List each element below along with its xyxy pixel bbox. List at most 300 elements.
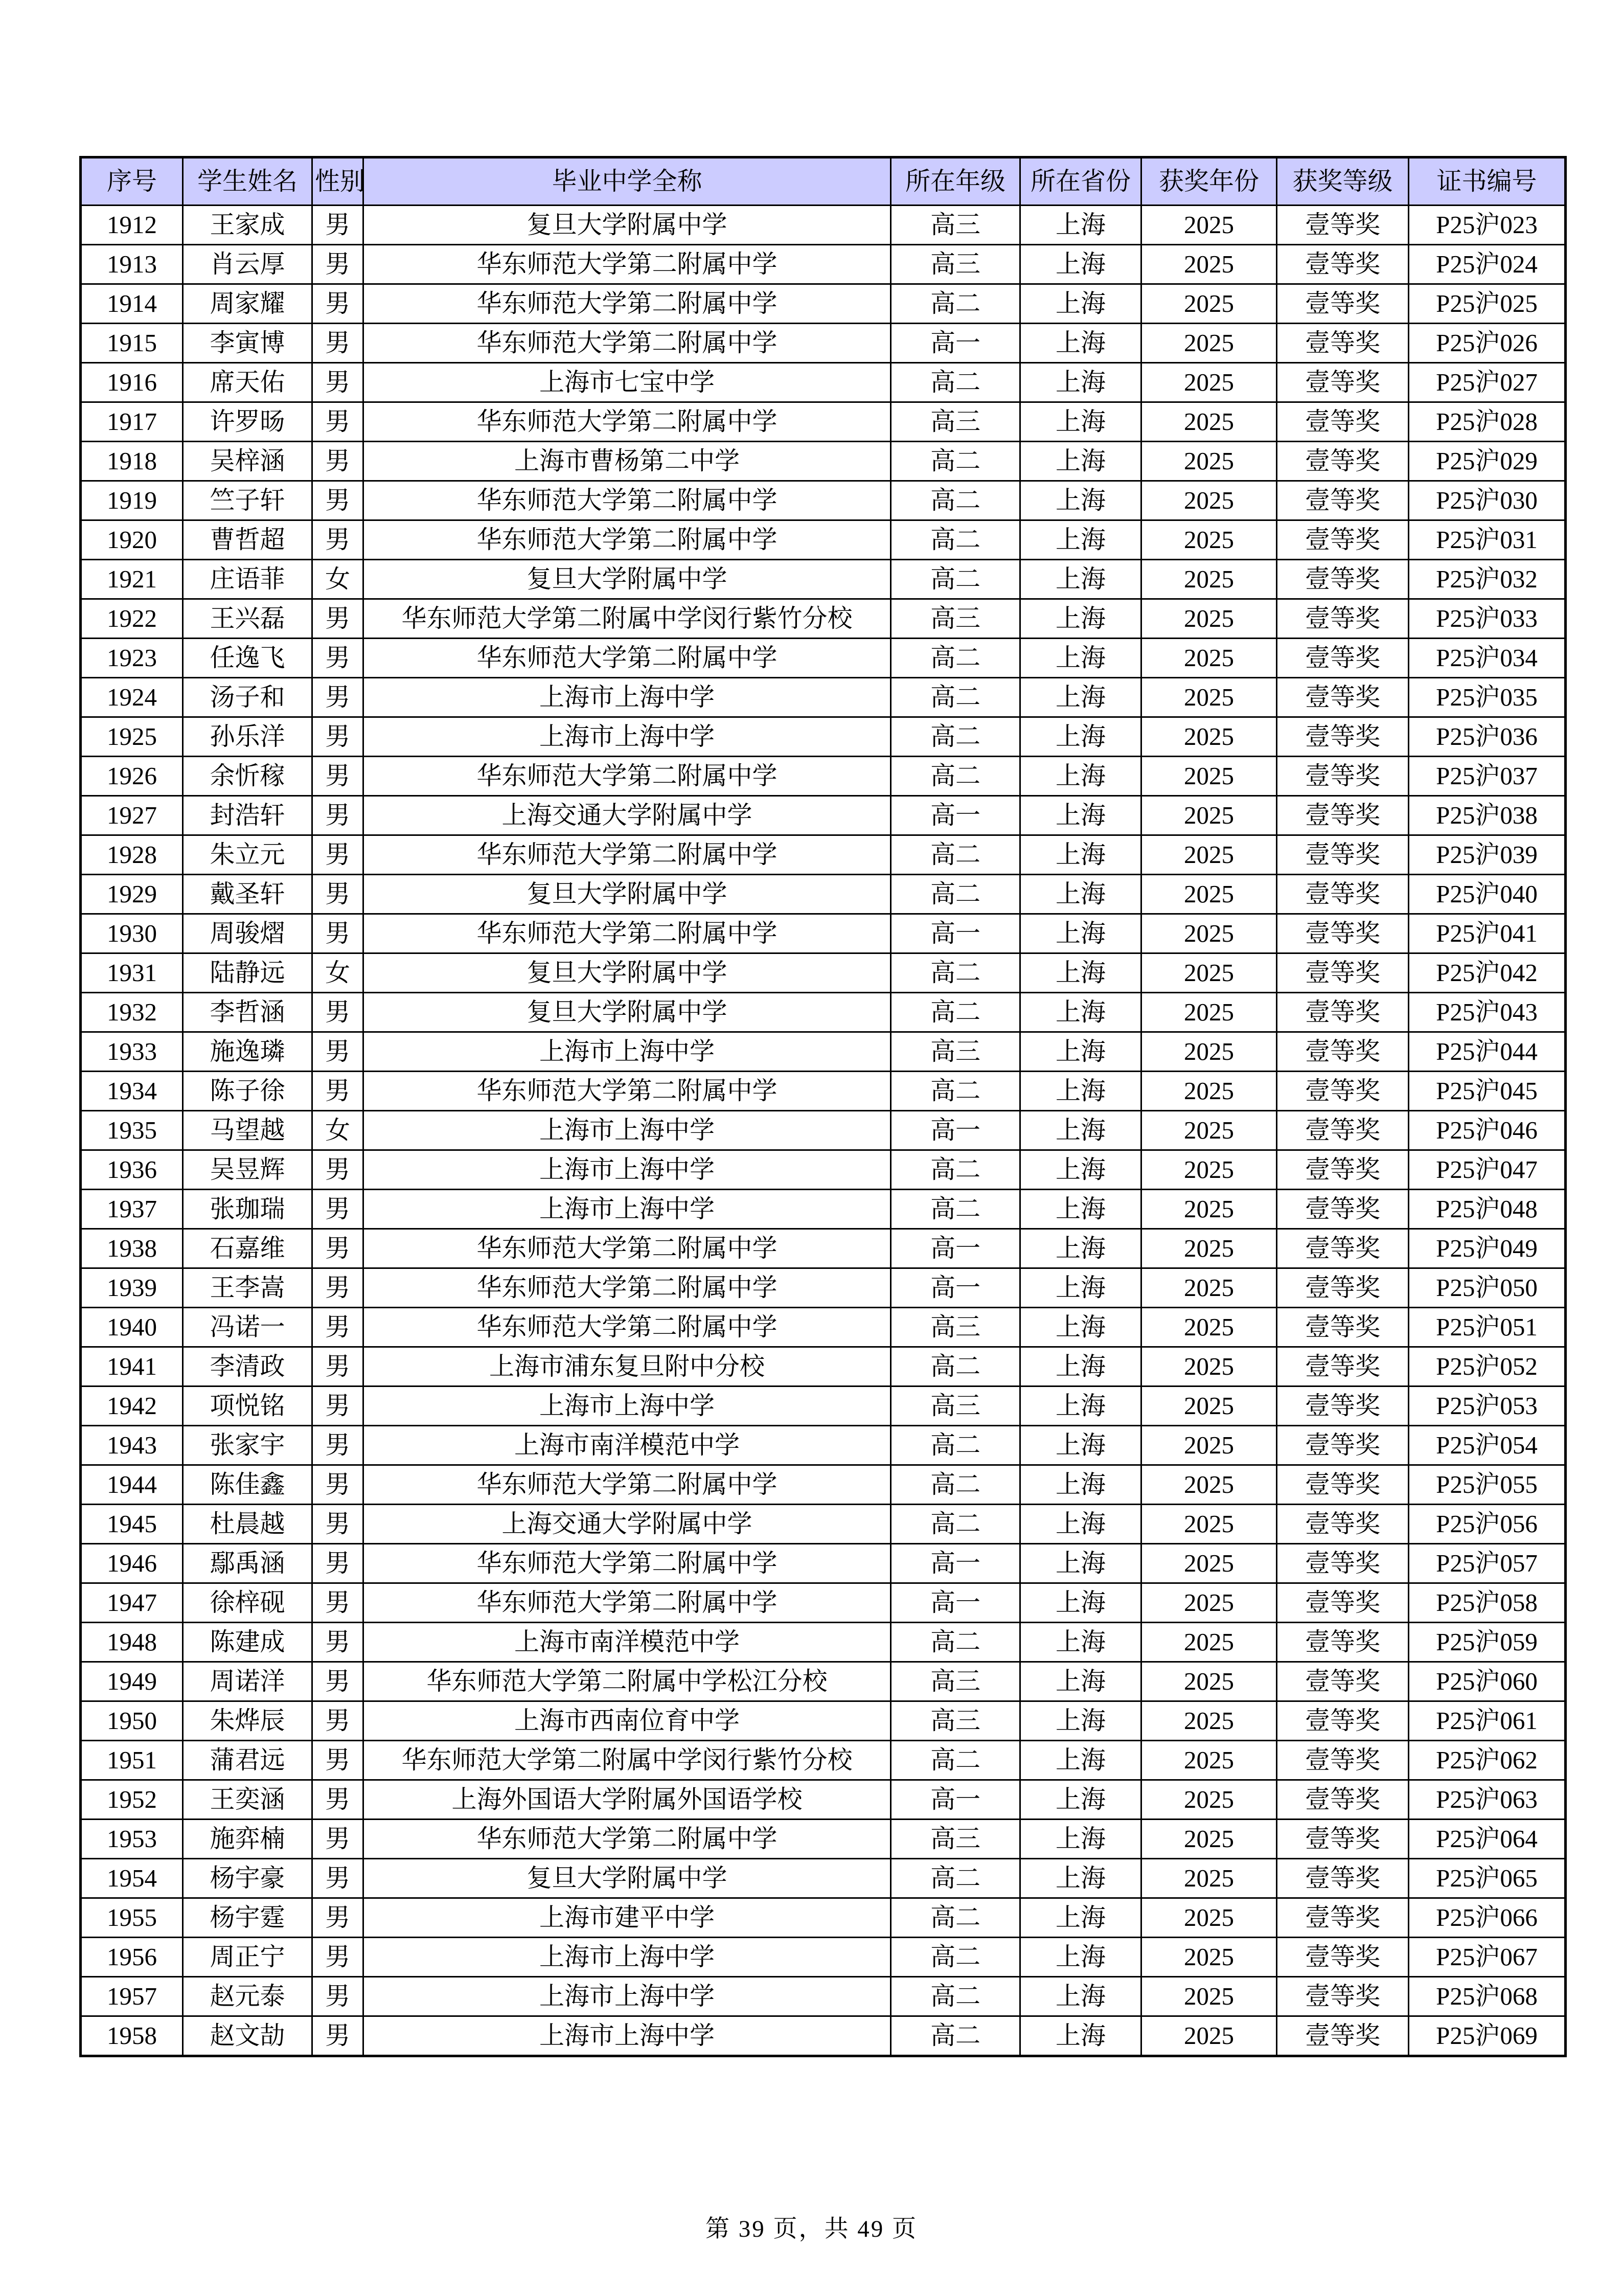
cell-award-year: 2025 xyxy=(1141,717,1277,757)
cell-gender: 男 xyxy=(312,1741,363,1780)
cell-province: 上海 xyxy=(1020,1701,1141,1741)
cell-grade: 高二 xyxy=(891,1898,1020,1938)
cell-grade: 高二 xyxy=(891,1072,1020,1111)
cell-gender: 男 xyxy=(312,875,363,914)
cell-award-level: 壹等奖 xyxy=(1277,1820,1409,1859)
table-header xyxy=(81,157,1566,206)
cell-grade: 高一 xyxy=(891,796,1020,835)
cell-award-year: 2025 xyxy=(1141,520,1277,560)
cell-award-level: 壹等奖 xyxy=(1277,206,1409,245)
cell-sequence: 1913 xyxy=(81,245,183,284)
cell-award-year: 2025 xyxy=(1141,678,1277,717)
cell-award-year: 2025 xyxy=(1141,1662,1277,1701)
cell-grade: 高二 xyxy=(891,639,1020,678)
cell-certificate-no: P25沪063 xyxy=(1409,1780,1566,1820)
cell-school: 复旦大学附属中学 xyxy=(363,953,891,993)
cell-grade: 高二 xyxy=(891,1938,1020,1977)
cell-school: 上海市上海中学 xyxy=(363,678,891,717)
cell-school: 上海市上海中学 xyxy=(363,1977,891,2016)
cell-sequence: 1924 xyxy=(81,678,183,717)
cell-grade: 高二 xyxy=(891,757,1020,796)
cell-grade: 高二 xyxy=(891,2016,1020,2056)
cell-award-level: 壹等奖 xyxy=(1277,1623,1409,1662)
table-row xyxy=(81,1111,1566,1150)
cell-province: 上海 xyxy=(1020,835,1141,875)
cell-award-year: 2025 xyxy=(1141,1544,1277,1583)
cell-province: 上海 xyxy=(1020,1465,1141,1505)
cell-gender: 女 xyxy=(312,1111,363,1150)
cell-student-name: 陈子徐 xyxy=(183,1072,312,1111)
cell-student-name: 封浩轩 xyxy=(183,796,312,835)
cell-sequence: 1950 xyxy=(81,1701,183,1741)
table-row xyxy=(81,520,1566,560)
cell-grade: 高一 xyxy=(891,1583,1020,1623)
cell-grade: 高二 xyxy=(891,520,1020,560)
cell-province: 上海 xyxy=(1020,520,1141,560)
cell-province: 上海 xyxy=(1020,1898,1141,1938)
cell-award-year: 2025 xyxy=(1141,1465,1277,1505)
cell-province: 上海 xyxy=(1020,1111,1141,1150)
cell-student-name: 周骏熠 xyxy=(183,914,312,953)
cell-gender: 男 xyxy=(312,1505,363,1544)
cell-school: 华东师范大学第二附属中学 xyxy=(363,835,891,875)
cell-province: 上海 xyxy=(1020,757,1141,796)
table-row xyxy=(81,1544,1566,1583)
cell-award-level: 壹等奖 xyxy=(1277,481,1409,520)
cell-school: 华东师范大学第二附属中学 xyxy=(363,1268,891,1308)
cell-certificate-no: P25沪025 xyxy=(1409,284,1566,324)
cell-sequence: 1933 xyxy=(81,1032,183,1072)
cell-province: 上海 xyxy=(1020,560,1141,599)
cell-certificate-no: P25沪023 xyxy=(1409,206,1566,245)
cell-gender: 男 xyxy=(312,757,363,796)
cell-grade: 高二 xyxy=(891,1977,1020,2016)
table-row xyxy=(81,678,1566,717)
cell-province: 上海 xyxy=(1020,875,1141,914)
cell-certificate-no: P25沪035 xyxy=(1409,678,1566,717)
cell-award-level: 壹等奖 xyxy=(1277,402,1409,442)
cell-certificate-no: P25沪067 xyxy=(1409,1938,1566,1977)
cell-award-level: 壹等奖 xyxy=(1277,363,1409,402)
cell-award-level: 壹等奖 xyxy=(1277,796,1409,835)
cell-award-level: 壹等奖 xyxy=(1277,1662,1409,1701)
cell-sequence: 1948 xyxy=(81,1623,183,1662)
cell-school: 上海市上海中学 xyxy=(363,1386,891,1426)
table-row xyxy=(81,324,1566,363)
cell-province: 上海 xyxy=(1020,993,1141,1032)
cell-award-level: 壹等奖 xyxy=(1277,639,1409,678)
table-row xyxy=(81,1701,1566,1741)
cell-award-year: 2025 xyxy=(1141,1623,1277,1662)
cell-certificate-no: P25沪032 xyxy=(1409,560,1566,599)
cell-grade: 高三 xyxy=(891,1308,1020,1347)
cell-sequence: 1929 xyxy=(81,875,183,914)
cell-province: 上海 xyxy=(1020,639,1141,678)
cell-award-level: 壹等奖 xyxy=(1277,1465,1409,1505)
cell-certificate-no: P25沪048 xyxy=(1409,1190,1566,1229)
cell-gender: 男 xyxy=(312,1347,363,1386)
cell-gender: 男 xyxy=(312,599,363,639)
cell-school: 华东师范大学第二附属中学 xyxy=(363,324,891,363)
cell-province: 上海 xyxy=(1020,1623,1141,1662)
cell-certificate-no: P25沪031 xyxy=(1409,520,1566,560)
cell-province: 上海 xyxy=(1020,1938,1141,1977)
cell-gender: 男 xyxy=(312,1701,363,1741)
award-table-container xyxy=(79,156,1564,2057)
cell-gender: 男 xyxy=(312,1898,363,1938)
table-row xyxy=(81,560,1566,599)
cell-grade: 高二 xyxy=(891,1150,1020,1190)
cell-grade: 高二 xyxy=(891,678,1020,717)
cell-sequence: 1914 xyxy=(81,284,183,324)
cell-award-level: 壹等奖 xyxy=(1277,1111,1409,1150)
cell-award-year: 2025 xyxy=(1141,206,1277,245)
cell-province: 上海 xyxy=(1020,953,1141,993)
cell-award-level: 壹等奖 xyxy=(1277,875,1409,914)
cell-school: 华东师范大学第二附属中学 xyxy=(363,639,891,678)
column-header-school: 毕业中学全称 xyxy=(363,157,891,206)
table-row xyxy=(81,1465,1566,1505)
cell-certificate-no: P25沪047 xyxy=(1409,1150,1566,1190)
cell-award-level: 壹等奖 xyxy=(1277,284,1409,324)
cell-province: 上海 xyxy=(1020,1544,1141,1583)
table-row xyxy=(81,1268,1566,1308)
cell-gender: 男 xyxy=(312,402,363,442)
table-row xyxy=(81,953,1566,993)
cell-sequence: 1940 xyxy=(81,1308,183,1347)
cell-student-name: 施弈楠 xyxy=(183,1820,312,1859)
cell-award-year: 2025 xyxy=(1141,914,1277,953)
column-header-gender: 性别 xyxy=(312,157,363,206)
cell-student-name: 杨宇霆 xyxy=(183,1898,312,1938)
cell-grade: 高一 xyxy=(891,1111,1020,1150)
cell-school: 上海市上海中学 xyxy=(363,1032,891,1072)
cell-school: 上海市浦东复旦附中分校 xyxy=(363,1347,891,1386)
cell-award-level: 壹等奖 xyxy=(1277,1859,1409,1898)
cell-sequence: 1957 xyxy=(81,1977,183,2016)
cell-award-year: 2025 xyxy=(1141,639,1277,678)
cell-award-level: 壹等奖 xyxy=(1277,1150,1409,1190)
cell-student-name: 施逸璘 xyxy=(183,1032,312,1072)
cell-sequence: 1928 xyxy=(81,835,183,875)
cell-province: 上海 xyxy=(1020,1977,1141,2016)
cell-gender: 男 xyxy=(312,1820,363,1859)
cell-student-name: 曹哲超 xyxy=(183,520,312,560)
cell-student-name: 冯诺一 xyxy=(183,1308,312,1347)
cell-award-level: 壹等奖 xyxy=(1277,835,1409,875)
cell-student-name: 席天佑 xyxy=(183,363,312,402)
cell-gender: 男 xyxy=(312,442,363,481)
column-header-certificate-no: 证书编号 xyxy=(1409,157,1566,206)
cell-school: 上海市曹杨第二中学 xyxy=(363,442,891,481)
cell-grade: 高二 xyxy=(891,363,1020,402)
cell-school: 上海外国语大学附属外国语学校 xyxy=(363,1780,891,1820)
cell-award-year: 2025 xyxy=(1141,796,1277,835)
cell-grade: 高一 xyxy=(891,1229,1020,1268)
cell-sequence: 1939 xyxy=(81,1268,183,1308)
cell-school: 上海市上海中学 xyxy=(363,1150,891,1190)
table-row xyxy=(81,1662,1566,1701)
cell-school: 上海市西南位育中学 xyxy=(363,1701,891,1741)
cell-award-level: 壹等奖 xyxy=(1277,599,1409,639)
table-row xyxy=(81,1308,1566,1347)
cell-student-name: 朱烨辰 xyxy=(183,1701,312,1741)
table-row xyxy=(81,1583,1566,1623)
column-header-award-year: 获奖年份 xyxy=(1141,157,1277,206)
cell-award-level: 壹等奖 xyxy=(1277,442,1409,481)
cell-school: 华东师范大学第二附属中学 xyxy=(363,1308,891,1347)
cell-gender: 男 xyxy=(312,1308,363,1347)
table-row xyxy=(81,1623,1566,1662)
cell-award-level: 壹等奖 xyxy=(1277,678,1409,717)
cell-province: 上海 xyxy=(1020,245,1141,284)
cell-province: 上海 xyxy=(1020,1583,1141,1623)
cell-gender: 男 xyxy=(312,914,363,953)
cell-student-name: 王兴磊 xyxy=(183,599,312,639)
table-row xyxy=(81,875,1566,914)
cell-province: 上海 xyxy=(1020,402,1141,442)
cell-grade: 高二 xyxy=(891,953,1020,993)
table-row xyxy=(81,717,1566,757)
header-row xyxy=(81,157,1566,206)
cell-school: 华东师范大学第二附属中学松江分校 xyxy=(363,1662,891,1701)
table-row xyxy=(81,1820,1566,1859)
cell-award-year: 2025 xyxy=(1141,1583,1277,1623)
cell-gender: 男 xyxy=(312,520,363,560)
cell-grade: 高三 xyxy=(891,245,1020,284)
cell-student-name: 王家成 xyxy=(183,206,312,245)
cell-grade: 高一 xyxy=(891,324,1020,363)
cell-award-year: 2025 xyxy=(1141,1426,1277,1465)
cell-gender: 男 xyxy=(312,284,363,324)
cell-grade: 高三 xyxy=(891,402,1020,442)
cell-award-year: 2025 xyxy=(1141,1898,1277,1938)
column-header-student-name: 学生姓名 xyxy=(183,157,312,206)
cell-province: 上海 xyxy=(1020,1229,1141,1268)
cell-award-year: 2025 xyxy=(1141,560,1277,599)
cell-province: 上海 xyxy=(1020,2016,1141,2056)
cell-sequence: 1949 xyxy=(81,1662,183,1701)
cell-school: 上海市七宝中学 xyxy=(363,363,891,402)
cell-certificate-no: P25沪055 xyxy=(1409,1465,1566,1505)
cell-gender: 男 xyxy=(312,1583,363,1623)
cell-sequence: 1946 xyxy=(81,1544,183,1583)
cell-province: 上海 xyxy=(1020,914,1141,953)
cell-award-year: 2025 xyxy=(1141,757,1277,796)
cell-school: 上海市上海中学 xyxy=(363,1111,891,1150)
cell-award-year: 2025 xyxy=(1141,481,1277,520)
cell-sequence: 1935 xyxy=(81,1111,183,1150)
cell-student-name: 徐梓砚 xyxy=(183,1583,312,1623)
cell-student-name: 张家宇 xyxy=(183,1426,312,1465)
cell-school: 上海市上海中学 xyxy=(363,1190,891,1229)
cell-gender: 男 xyxy=(312,1465,363,1505)
table-row xyxy=(81,442,1566,481)
cell-student-name: 王李嵩 xyxy=(183,1268,312,1308)
cell-province: 上海 xyxy=(1020,442,1141,481)
cell-province: 上海 xyxy=(1020,599,1141,639)
cell-student-name: 马望越 xyxy=(183,1111,312,1150)
cell-province: 上海 xyxy=(1020,1150,1141,1190)
cell-certificate-no: P25沪049 xyxy=(1409,1229,1566,1268)
cell-province: 上海 xyxy=(1020,481,1141,520)
cell-award-year: 2025 xyxy=(1141,1229,1277,1268)
cell-school: 华东师范大学第二附属中学 xyxy=(363,520,891,560)
cell-gender: 男 xyxy=(312,1229,363,1268)
cell-gender: 男 xyxy=(312,1623,363,1662)
cell-sequence: 1945 xyxy=(81,1505,183,1544)
cell-certificate-no: P25沪034 xyxy=(1409,639,1566,678)
cell-sequence: 1937 xyxy=(81,1190,183,1229)
cell-certificate-no: P25沪061 xyxy=(1409,1701,1566,1741)
cell-award-year: 2025 xyxy=(1141,1347,1277,1386)
cell-certificate-no: P25沪041 xyxy=(1409,914,1566,953)
cell-grade: 高二 xyxy=(891,1190,1020,1229)
cell-gender: 男 xyxy=(312,1268,363,1308)
cell-student-name: 吴昱辉 xyxy=(183,1150,312,1190)
cell-grade: 高二 xyxy=(891,442,1020,481)
table-row xyxy=(81,1150,1566,1190)
cell-school: 华东师范大学第二附属中学 xyxy=(363,1465,891,1505)
cell-school: 华东师范大学第二附属中学 xyxy=(363,1583,891,1623)
cell-province: 上海 xyxy=(1020,206,1141,245)
cell-province: 上海 xyxy=(1020,363,1141,402)
table-row xyxy=(81,1859,1566,1898)
cell-province: 上海 xyxy=(1020,1820,1141,1859)
cell-student-name: 张珈瑞 xyxy=(183,1190,312,1229)
cell-student-name: 汤子和 xyxy=(183,678,312,717)
cell-student-name: 朱立元 xyxy=(183,835,312,875)
cell-certificate-no: P25沪026 xyxy=(1409,324,1566,363)
cell-sequence: 1920 xyxy=(81,520,183,560)
cell-grade: 高二 xyxy=(891,560,1020,599)
cell-student-name: 鄢禹涵 xyxy=(183,1544,312,1583)
cell-certificate-no: P25沪054 xyxy=(1409,1426,1566,1465)
column-header-sequence: 序号 xyxy=(81,157,183,206)
cell-gender: 女 xyxy=(312,953,363,993)
cell-sequence: 1936 xyxy=(81,1150,183,1190)
cell-student-name: 肖云厚 xyxy=(183,245,312,284)
cell-school: 华东师范大学第二附属中学闵行紫竹分校 xyxy=(363,599,891,639)
cell-award-year: 2025 xyxy=(1141,2016,1277,2056)
cell-grade: 高二 xyxy=(891,1426,1020,1465)
cell-gender: 男 xyxy=(312,1190,363,1229)
cell-student-name: 李寅博 xyxy=(183,324,312,363)
cell-gender: 男 xyxy=(312,481,363,520)
table-row xyxy=(81,1426,1566,1465)
cell-sequence: 1930 xyxy=(81,914,183,953)
cell-grade: 高三 xyxy=(891,1820,1020,1859)
cell-school: 华东师范大学第二附属中学 xyxy=(363,1820,891,1859)
table-row xyxy=(81,639,1566,678)
cell-sequence: 1953 xyxy=(81,1820,183,1859)
cell-award-level: 壹等奖 xyxy=(1277,2016,1409,2056)
cell-grade: 高二 xyxy=(891,1859,1020,1898)
cell-award-year: 2025 xyxy=(1141,993,1277,1032)
cell-sequence: 1958 xyxy=(81,2016,183,2056)
cell-award-year: 2025 xyxy=(1141,1150,1277,1190)
cell-student-name: 周诺洋 xyxy=(183,1662,312,1701)
table-row xyxy=(81,1190,1566,1229)
cell-certificate-no: P25沪038 xyxy=(1409,796,1566,835)
cell-gender: 男 xyxy=(312,206,363,245)
cell-gender: 男 xyxy=(312,1150,363,1190)
cell-sequence: 1942 xyxy=(81,1386,183,1426)
cell-gender: 男 xyxy=(312,1662,363,1701)
cell-sequence: 1916 xyxy=(81,363,183,402)
cell-province: 上海 xyxy=(1020,284,1141,324)
cell-province: 上海 xyxy=(1020,1859,1141,1898)
cell-province: 上海 xyxy=(1020,717,1141,757)
cell-sequence: 1934 xyxy=(81,1072,183,1111)
cell-school: 上海市南洋模范中学 xyxy=(363,1623,891,1662)
cell-certificate-no: P25沪040 xyxy=(1409,875,1566,914)
cell-student-name: 李清政 xyxy=(183,1347,312,1386)
cell-sequence: 1921 xyxy=(81,560,183,599)
cell-grade: 高二 xyxy=(891,993,1020,1032)
cell-school: 上海交通大学附属中学 xyxy=(363,1505,891,1544)
cell-award-level: 壹等奖 xyxy=(1277,520,1409,560)
table-row xyxy=(81,481,1566,520)
cell-certificate-no: P25沪033 xyxy=(1409,599,1566,639)
cell-certificate-no: P25沪030 xyxy=(1409,481,1566,520)
table-row xyxy=(81,402,1566,442)
cell-award-year: 2025 xyxy=(1141,1859,1277,1898)
table-row xyxy=(81,993,1566,1032)
cell-award-year: 2025 xyxy=(1141,1505,1277,1544)
cell-certificate-no: P25沪039 xyxy=(1409,835,1566,875)
cell-certificate-no: P25沪028 xyxy=(1409,402,1566,442)
cell-student-name: 庄语菲 xyxy=(183,560,312,599)
table-row xyxy=(81,2016,1566,2056)
cell-grade: 高二 xyxy=(891,1465,1020,1505)
cell-student-name: 余忻稼 xyxy=(183,757,312,796)
cell-gender: 男 xyxy=(312,2016,363,2056)
cell-sequence: 1941 xyxy=(81,1347,183,1386)
cell-student-name: 任逸飞 xyxy=(183,639,312,678)
cell-award-level: 壹等奖 xyxy=(1277,1741,1409,1780)
table-row xyxy=(81,206,1566,245)
cell-sequence: 1925 xyxy=(81,717,183,757)
cell-province: 上海 xyxy=(1020,1268,1141,1308)
cell-award-year: 2025 xyxy=(1141,1977,1277,2016)
cell-student-name: 蒲君远 xyxy=(183,1741,312,1780)
cell-award-level: 壹等奖 xyxy=(1277,245,1409,284)
cell-gender: 男 xyxy=(312,1072,363,1111)
column-header-grade: 所在年级 xyxy=(891,157,1020,206)
cell-certificate-no: P25沪043 xyxy=(1409,993,1566,1032)
cell-certificate-no: P25沪057 xyxy=(1409,1544,1566,1583)
cell-grade: 高二 xyxy=(891,835,1020,875)
cell-award-year: 2025 xyxy=(1141,1111,1277,1150)
table-row xyxy=(81,1741,1566,1780)
cell-school: 华东师范大学第二附属中学 xyxy=(363,1229,891,1268)
cell-school: 华东师范大学第二附属中学 xyxy=(363,481,891,520)
cell-sequence: 1915 xyxy=(81,324,183,363)
column-header-award-level: 获奖等级 xyxy=(1277,157,1409,206)
cell-grade: 高二 xyxy=(891,717,1020,757)
cell-certificate-no: P25沪042 xyxy=(1409,953,1566,993)
cell-award-level: 壹等奖 xyxy=(1277,1347,1409,1386)
cell-school: 复旦大学附属中学 xyxy=(363,206,891,245)
cell-province: 上海 xyxy=(1020,324,1141,363)
table-row xyxy=(81,835,1566,875)
cell-school: 华东师范大学第二附属中学 xyxy=(363,245,891,284)
cell-award-level: 壹等奖 xyxy=(1277,1544,1409,1583)
table-row xyxy=(81,914,1566,953)
cell-sequence: 1922 xyxy=(81,599,183,639)
cell-school: 华东师范大学第二附属中学 xyxy=(363,1072,891,1111)
